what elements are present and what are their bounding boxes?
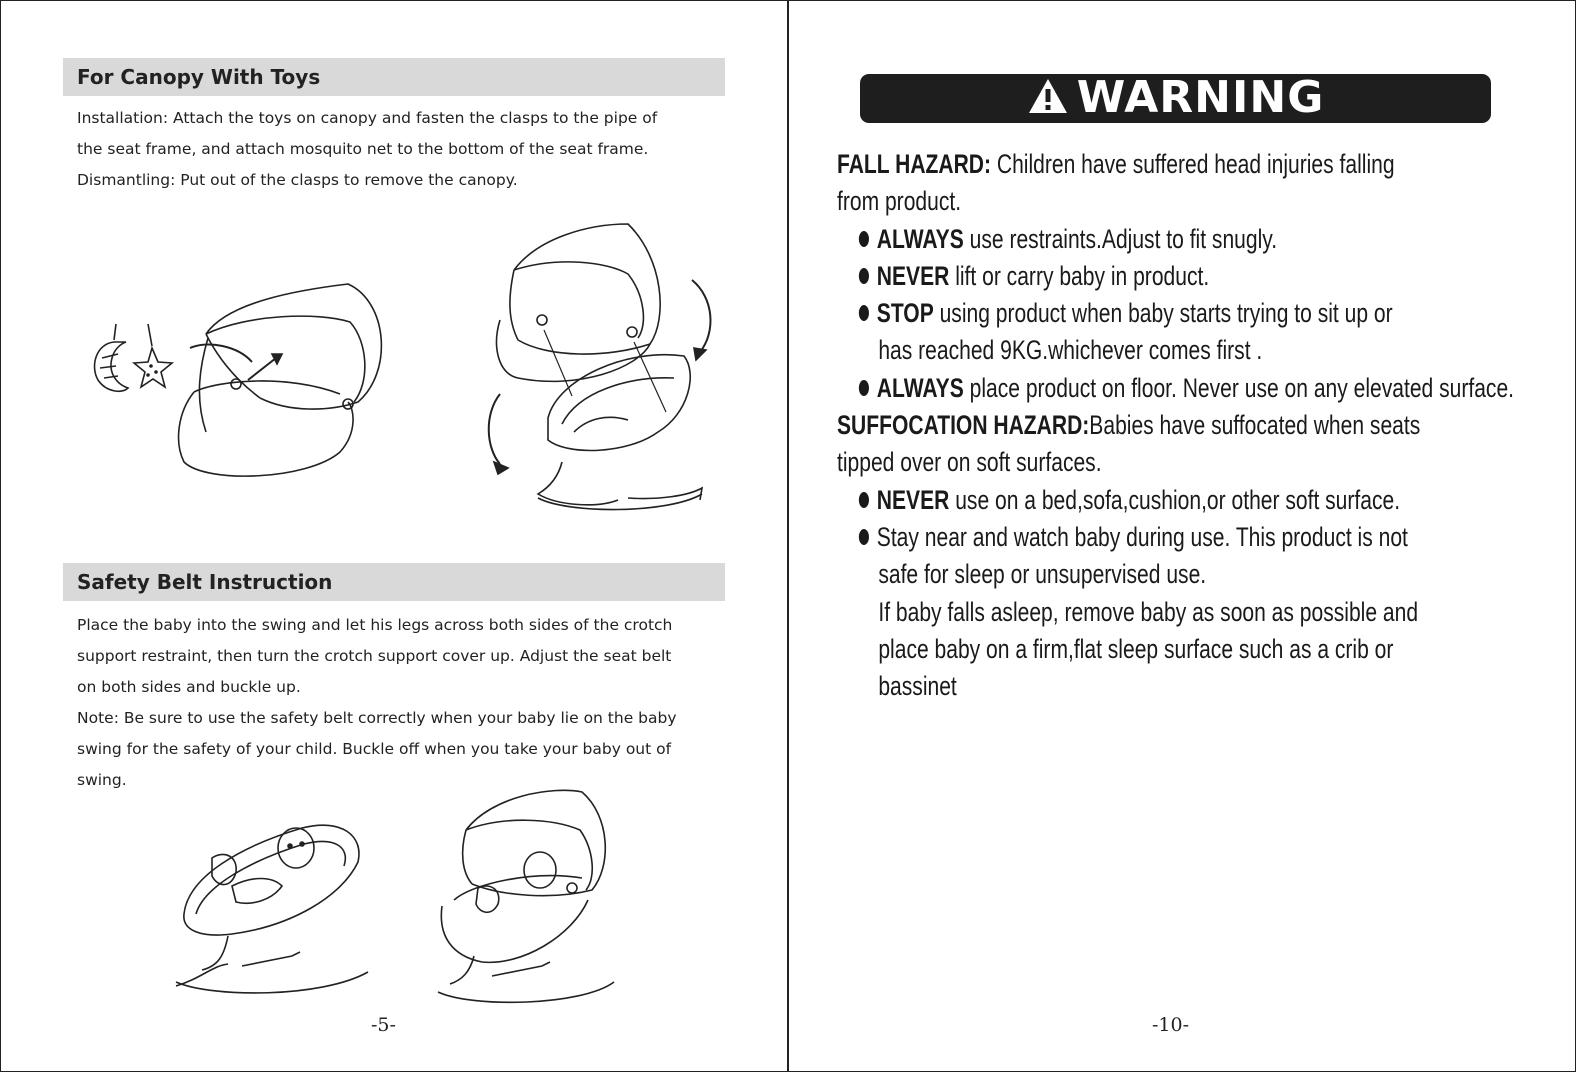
suffocation-bullet-2 bbox=[837, 519, 1406, 556]
hanging-toy-moon-icon bbox=[95, 324, 128, 391]
bullet-keyword: ALWAYS bbox=[876, 372, 964, 403]
fall-bullet-4 bbox=[837, 370, 1515, 407]
safety-belt-heading-text: Safety Belt Instruction bbox=[77, 570, 333, 594]
warning-text-block bbox=[837, 146, 1515, 705]
suffocation-hazard-line-2: tipped over on soft surfaces. bbox=[837, 447, 1102, 478]
canopy-section-heading bbox=[63, 58, 725, 96]
right-page bbox=[789, 0, 1576, 1072]
bullet-text: place product on floor. Never use on any elevated surface. bbox=[963, 372, 1515, 403]
bullet-text: use on a bed,sofa,cushion,or other soft surface. bbox=[949, 484, 1401, 515]
page-number-left: -5- bbox=[371, 1014, 396, 1036]
canopy-line: the seat frame, and attach mosquito net to the bottom of the seat frame. bbox=[77, 140, 649, 158]
page-number-right: -10- bbox=[1152, 1014, 1190, 1036]
warning-title: WARNING bbox=[1076, 72, 1325, 123]
belt-line: swing for the safety of your child. Buckle off when you take your baby out of bbox=[77, 740, 672, 758]
bullet-text: using product when baby starts trying to sit up or bbox=[933, 298, 1393, 329]
canopy-attach-illustration bbox=[478, 218, 718, 518]
suffocation-bullet-2-cont: bassinet bbox=[878, 671, 957, 702]
warning-triangle-icon bbox=[1027, 77, 1069, 115]
canopy-line: Installation: Attach the toys on canopy and fasten the clasps to the pipe of bbox=[77, 109, 658, 127]
warning-banner bbox=[860, 74, 1491, 123]
bullet-icon bbox=[859, 305, 869, 321]
bullet-keyword: NEVER bbox=[876, 260, 950, 291]
canopy-instructions bbox=[77, 103, 727, 196]
fall-hazard-label: FALL HAZARD: bbox=[837, 149, 992, 179]
fall-bullet-3 bbox=[837, 295, 1406, 332]
safety-belt-section-heading bbox=[63, 563, 725, 601]
fall-bullet-3-continued: has reached 9KG.whichever comes first . bbox=[878, 335, 1263, 366]
canopy-with-toys-illustration bbox=[88, 262, 398, 487]
fall-hazard-text: Children have suffered head injuries falling bbox=[991, 149, 1395, 179]
belt-line: Note: Be sure to use the safety belt correctly when your baby lie on the baby bbox=[77, 709, 677, 727]
safety-belt-instructions bbox=[77, 610, 727, 796]
baby-with-canopy-illustration bbox=[432, 786, 622, 1008]
suffocation-bullet-1 bbox=[837, 482, 1406, 519]
bullet-icon bbox=[859, 231, 869, 247]
left-page bbox=[0, 0, 787, 1072]
suffocation-bullet-2-cont: place baby on a firm,flat sleep surface such as a crib or bbox=[878, 633, 1394, 664]
fall-hazard-line bbox=[837, 146, 1406, 183]
belt-line: on both sides and buckle up. bbox=[77, 678, 301, 696]
canopy-heading-text: For Canopy With Toys bbox=[77, 65, 321, 89]
suffocation-hazard-line bbox=[837, 407, 1421, 444]
fall-hazard-line-2: from product. bbox=[837, 186, 962, 217]
suffocation-bullet-2-cont: If baby falls asleep, remove baby as soon as possible and bbox=[878, 596, 1419, 627]
fall-bullet-1 bbox=[837, 221, 1406, 258]
bullet-keyword: STOP bbox=[876, 298, 934, 329]
bullet-keyword: ALWAYS bbox=[876, 223, 964, 254]
canopy-line: Dismantling: Put out of the clasps to remove the canopy. bbox=[77, 171, 518, 189]
warning-title-wrap bbox=[860, 72, 1491, 123]
baby-in-swing-illustration bbox=[172, 816, 377, 1006]
bullet-icon bbox=[859, 492, 869, 508]
hanging-toy-star-icon bbox=[134, 324, 172, 387]
suffocation-bullet-2-cont: safe for sleep or unsupervised use. bbox=[878, 559, 1207, 590]
bullet-icon bbox=[859, 268, 869, 284]
belt-line: swing. bbox=[77, 771, 127, 789]
belt-line: support restraint, then turn the crotch support cover up. Adjust the seat belt bbox=[77, 647, 672, 665]
bullet-text: lift or carry baby in product. bbox=[949, 260, 1210, 291]
bullet-keyword: NEVER bbox=[876, 484, 950, 515]
bullet-icon bbox=[859, 380, 869, 396]
bullet-text: Stay near and watch baby during use. This product is not bbox=[876, 521, 1408, 552]
bullet-text: use restraints.Adjust to fit snugly. bbox=[963, 223, 1278, 254]
suffocation-hazard-label: SUFFOCATION HAZARD: bbox=[837, 410, 1090, 441]
suffocation-hazard-text: Babies have suffocated when seats bbox=[1089, 410, 1421, 441]
belt-line: Place the baby into the swing and let his legs across both sides of the crotch bbox=[77, 616, 673, 634]
fall-bullet-2 bbox=[837, 258, 1406, 295]
bullet-icon bbox=[859, 529, 869, 545]
